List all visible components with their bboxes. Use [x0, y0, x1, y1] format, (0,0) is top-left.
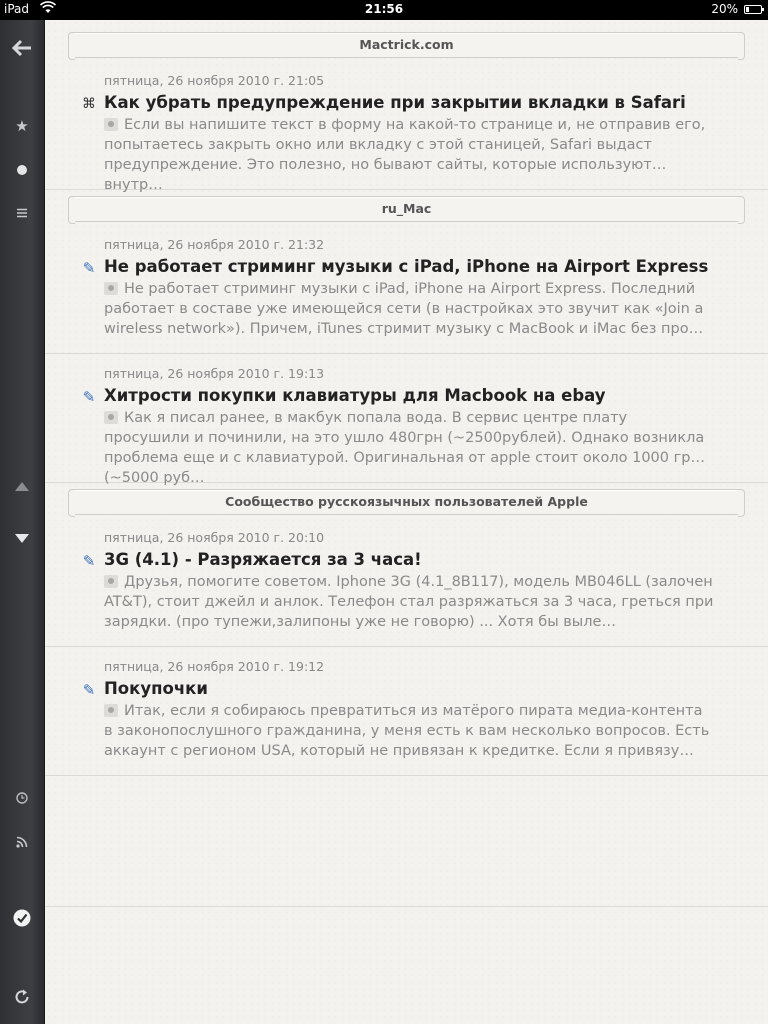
clock-icon[interactable]: [0, 783, 44, 813]
article-snippet: [104, 572, 714, 632]
star-icon[interactable]: ★: [15, 117, 29, 135]
article-snippet: [104, 279, 714, 339]
article-list: [45, 20, 768, 1024]
article-title: Покупочки: [104, 679, 208, 698]
divider: [45, 906, 768, 907]
list-icon[interactable]: [0, 198, 44, 228]
status-bar: [0, 0, 768, 20]
article-snippet: [104, 408, 714, 486]
unread-mark-icon: [104, 282, 118, 295]
section-title: Сообщество русскоязычных пользователей Apple: [225, 494, 588, 509]
list-item[interactable]: [45, 354, 768, 486]
unread-mark-icon: [104, 411, 118, 424]
back-arrow-icon[interactable]: [0, 33, 44, 63]
refresh-icon[interactable]: [0, 982, 44, 1012]
article-title: Не работает стриминг музыки с iPad, iPhone на Airport Express: [104, 257, 709, 276]
article-date: пятница, 26 ноября 2010 г. 19:12: [104, 659, 325, 674]
article-title: Как убрать предупреждение при закрытии вкладки в Safari: [104, 93, 686, 112]
pencil-icon: ✎: [82, 681, 96, 699]
article-date: пятница, 26 ноября 2010 г. 20:10: [104, 530, 325, 545]
article-snippet-text: Если вы напишите текст в форму на какой-то странице и, не отправив его, попытаетесь закрыть окно или вкладку с этой станицей, Safari выдаст предупреждение. Это полезно, но бывают сайты, которые используют внутр…: [104, 117, 706, 193]
carrier-label: iPad: [4, 2, 30, 16]
battery-percent: 20%: [711, 2, 738, 16]
section-header[interactable]: [72, 489, 741, 515]
status-time: 21:56: [364, 2, 404, 16]
pencil-icon: ✎: [82, 552, 96, 570]
section-title: ru_Mac: [381, 201, 432, 216]
dot-icon[interactable]: [0, 155, 44, 185]
section-header[interactable]: [72, 196, 741, 222]
article-snippet-text: Друзья, помогите советом. Iphone 3G (4.1_8B117), модель MB046LL (залочен AT&T), стоит джейл и анлок. Телефон стал разряжаться за 3 часа, греться при зарядки. (про тупежи,залипоны уже не говорю) ... Хотя бы выле…: [104, 574, 714, 630]
pencil-icon: ✎: [82, 259, 96, 277]
article-title: Хитрости покупки клавиатуры для Macbook на ebay: [104, 386, 606, 405]
article-date: пятница, 26 ноября 2010 г. 19:13: [104, 366, 325, 381]
unread-mark-icon: [104, 575, 118, 588]
up-arrow-icon[interactable]: [0, 471, 44, 501]
article-date: пятница, 26 ноября 2010 г. 21:05: [104, 73, 325, 88]
article-snippet: [104, 115, 714, 193]
battery-icon: [744, 5, 762, 14]
article-snippet-text: Не работает стриминг музыки с iPad, iPhone на Airport Express. Последний работает в составе уже имеющейся сети (в настройках это звучит как «Join a wireless network»). Причем, iTunes стримит музыку с MacBook и iMac без про…: [104, 281, 704, 337]
list-item[interactable]: [45, 647, 768, 776]
article-date: пятница, 26 ноября 2010 г. 21:32: [104, 237, 325, 252]
list-item[interactable]: [45, 58, 768, 193]
list-item[interactable]: [45, 515, 768, 647]
unread-mark-icon: [104, 704, 118, 717]
section-title: Mactrick.com: [359, 37, 454, 52]
article-snippet-text: Итак, если я собираюсь превратиться из матёрого пирата медиа-контента в законопослушного гражданина, у меня есть к вам несколько вопросов. Есть аккаунт с регионом USA, который не привязан к кредитке. Если я привязу…: [104, 703, 710, 759]
unread-mark-icon: [104, 118, 118, 131]
article-snippet: [104, 701, 714, 761]
command-icon: ⌘: [82, 96, 96, 112]
rss-icon[interactable]: [0, 827, 44, 857]
list-item[interactable]: [45, 222, 768, 354]
down-arrow-icon[interactable]: [0, 523, 44, 553]
sidebar-toolbar: [0, 20, 45, 1024]
pencil-icon: ✎: [82, 388, 96, 406]
check-icon[interactable]: [0, 903, 44, 933]
article-title: 3G (4.1) - Разряжается за 3 часа!: [104, 550, 422, 569]
section-header[interactable]: [72, 32, 741, 58]
article-snippet-text: Как я писал ранее, в макбук попала вода. В сервис центре плату просушили и починили, на это ушло 480грн (~2500рублей). Однако возникла проблема еще и с клавиатурой. Оригинальная от apple стоит около 1000 грн (~5000 руб…: [104, 410, 705, 486]
battery-fill: [746, 7, 749, 12]
